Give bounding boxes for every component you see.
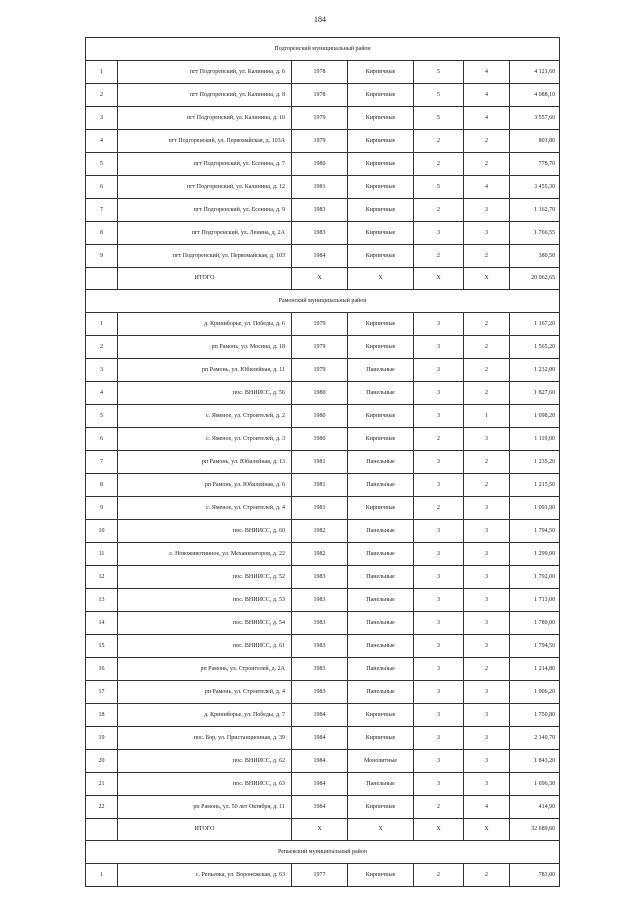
table-row bbox=[86, 130, 560, 153]
entrances-cell: 3 bbox=[464, 428, 510, 451]
address-cell: рп Рамонь, ул. Мосина, д. 18 bbox=[118, 336, 292, 359]
area-cell: 414,90 bbox=[510, 796, 560, 819]
floors-cell: 2 bbox=[414, 130, 464, 153]
wall-material-cell: Кирпичные bbox=[348, 107, 414, 130]
section-header-row bbox=[86, 290, 560, 313]
floors-cell: 3 bbox=[414, 382, 464, 405]
row-number: 8 bbox=[86, 474, 118, 497]
entrances-cell: 3 bbox=[464, 566, 510, 589]
entrances-cell: 2 bbox=[464, 382, 510, 405]
table-row bbox=[86, 199, 560, 222]
year-cell: 1984 bbox=[292, 796, 348, 819]
wall-material-cell: Панельные bbox=[348, 566, 414, 589]
floors-cell: 3 bbox=[414, 635, 464, 658]
row-number: 17 bbox=[86, 681, 118, 704]
area-cell: 1 119,00 bbox=[510, 428, 560, 451]
year-cell: 1981 bbox=[292, 176, 348, 199]
floors-cell: 3 bbox=[414, 543, 464, 566]
table-row bbox=[86, 153, 560, 176]
wall-material-cell: Кирпичные bbox=[348, 727, 414, 750]
address-cell: пгт Подгоренский, ул. Есенина, д. 9 bbox=[118, 199, 292, 222]
total-label: ИТОГО bbox=[118, 819, 292, 841]
total-label: ИТОГО bbox=[118, 268, 292, 290]
address-cell: пос. ВНИИСС, д. 63 bbox=[118, 773, 292, 796]
table-row bbox=[86, 451, 560, 474]
entrances-cell: 2 bbox=[464, 153, 510, 176]
year-cell: 1980 bbox=[292, 153, 348, 176]
wall-material-cell: Панельные bbox=[348, 635, 414, 658]
area-cell: 1 794,50 bbox=[510, 635, 560, 658]
row-number: 4 bbox=[86, 130, 118, 153]
area-cell: 1 565,20 bbox=[510, 336, 560, 359]
row-number: 19 bbox=[86, 727, 118, 750]
total-year-cell: Х bbox=[292, 268, 348, 290]
entrances-cell: 2 bbox=[464, 864, 510, 887]
address-cell: рп Рамонь, ул. Юбилейная, д. 11 bbox=[118, 359, 292, 382]
floors-cell: 3 bbox=[414, 566, 464, 589]
table-row bbox=[86, 796, 560, 819]
wall-material-cell: Панельные bbox=[348, 589, 414, 612]
row-number: 13 bbox=[86, 589, 118, 612]
total-entrances-cell: Х bbox=[464, 268, 510, 290]
entrances-cell: 1 bbox=[464, 405, 510, 428]
table-row bbox=[86, 222, 560, 245]
area-cell: 778,70 bbox=[510, 153, 560, 176]
wall-material-cell: Кирпичные bbox=[348, 61, 414, 84]
wall-material-cell: Кирпичные bbox=[348, 405, 414, 428]
floors-cell: 2 bbox=[414, 864, 464, 887]
wall-material-cell: Кирпичные bbox=[348, 336, 414, 359]
table-row bbox=[86, 405, 560, 428]
table-row bbox=[86, 428, 560, 451]
year-cell: 1982 bbox=[292, 520, 348, 543]
wall-material-cell: Кирпичные bbox=[348, 313, 414, 336]
row-number: 1 bbox=[86, 864, 118, 887]
area-cell: 1 696,30 bbox=[510, 773, 560, 796]
floors-cell: 3 bbox=[414, 405, 464, 428]
wall-material-cell: Кирпичные bbox=[348, 864, 414, 887]
year-cell: 1980 bbox=[292, 405, 348, 428]
section-title: Репьевский муниципальный район bbox=[86, 841, 560, 864]
wall-material-cell: Панельные bbox=[348, 451, 414, 474]
entrances-cell: 3 bbox=[464, 543, 510, 566]
wall-material-cell: Панельные bbox=[348, 382, 414, 405]
area-cell: 1 766,55 bbox=[510, 222, 560, 245]
area-cell: 1 232,00 bbox=[510, 359, 560, 382]
row-number: 14 bbox=[86, 612, 118, 635]
row-number: 5 bbox=[86, 153, 118, 176]
wall-material-cell: Кирпичные bbox=[348, 428, 414, 451]
row-number: 1 bbox=[86, 313, 118, 336]
floors-cell: 3 bbox=[414, 336, 464, 359]
entrances-cell: 3 bbox=[464, 635, 510, 658]
year-cell: 1983 bbox=[292, 635, 348, 658]
year-cell: 1983 bbox=[292, 612, 348, 635]
address-cell: пос. ВНИИСС, д. 60 bbox=[118, 520, 292, 543]
table-row bbox=[86, 773, 560, 796]
row-number: 16 bbox=[86, 658, 118, 681]
total-year-cell: Х bbox=[292, 819, 348, 841]
address-cell: пгт Подгоренский, ул. Калинина, д. 8 bbox=[118, 84, 292, 107]
table-row bbox=[86, 520, 560, 543]
table-row bbox=[86, 704, 560, 727]
year-cell: 1979 bbox=[292, 107, 348, 130]
total-area-cell: 32 689,60 bbox=[510, 819, 560, 841]
row-number: 5 bbox=[86, 405, 118, 428]
wall-material-cell: Панельные bbox=[348, 474, 414, 497]
floors-cell: 3 bbox=[414, 704, 464, 727]
area-cell: 801,80 bbox=[510, 130, 560, 153]
entrances-cell: 3 bbox=[464, 222, 510, 245]
entrances-cell: 3 bbox=[464, 750, 510, 773]
entrances-cell: 2 bbox=[464, 474, 510, 497]
area-cell: 1 162,70 bbox=[510, 199, 560, 222]
area-cell: 1 906,20 bbox=[510, 681, 560, 704]
table-row bbox=[86, 566, 560, 589]
total-floors-cell: Х bbox=[414, 268, 464, 290]
year-cell: 1980 bbox=[292, 428, 348, 451]
wall-material-cell: Панельные bbox=[348, 658, 414, 681]
year-cell: 1981 bbox=[292, 451, 348, 474]
area-cell: 1 299,00 bbox=[510, 543, 560, 566]
year-cell: 1983 bbox=[292, 658, 348, 681]
year-cell: 1981 bbox=[292, 474, 348, 497]
section-header-row bbox=[86, 38, 560, 61]
year-cell: 1984 bbox=[292, 245, 348, 268]
entrances-cell: 3 bbox=[464, 520, 510, 543]
address-cell: пгт Подгоренский, ул. Есенина, д. 7 bbox=[118, 153, 292, 176]
floors-cell: 5 bbox=[414, 84, 464, 107]
area-cell: 1 214,80 bbox=[510, 658, 560, 681]
entrances-cell: 2 bbox=[464, 313, 510, 336]
table-row bbox=[86, 612, 560, 635]
year-cell: 1984 bbox=[292, 704, 348, 727]
entrances-cell: 3 bbox=[464, 612, 510, 635]
year-cell: 1983 bbox=[292, 589, 348, 612]
year-cell: 1979 bbox=[292, 130, 348, 153]
row-number: 8 bbox=[86, 222, 118, 245]
total-row bbox=[86, 819, 560, 841]
wall-material-cell: Кирпичные bbox=[348, 176, 414, 199]
year-cell: 1978 bbox=[292, 84, 348, 107]
address-cell: пгт Подгоренский, ул. Первомайская, д. 103 bbox=[118, 245, 292, 268]
address-cell: пос. Бор, ул. Пристанционная, д. 39 bbox=[118, 727, 292, 750]
wall-material-cell: Кирпичные bbox=[348, 704, 414, 727]
row-number: 7 bbox=[86, 451, 118, 474]
row-number: 7 bbox=[86, 199, 118, 222]
entrances-cell: 3 bbox=[464, 681, 510, 704]
entrances-cell: 3 bbox=[464, 589, 510, 612]
row-number: 9 bbox=[86, 497, 118, 520]
area-cell: 1 792,00 bbox=[510, 566, 560, 589]
table-row bbox=[86, 61, 560, 84]
address-cell: пгт Подгоренский, ул. Калинина, д. 6 bbox=[118, 61, 292, 84]
year-cell: 1980 bbox=[292, 382, 348, 405]
row-number: 10 bbox=[86, 520, 118, 543]
year-cell: 1979 bbox=[292, 359, 348, 382]
row-number: 3 bbox=[86, 359, 118, 382]
floors-cell: 3 bbox=[414, 589, 464, 612]
floors-cell: 3 bbox=[414, 658, 464, 681]
address-cell: рп Рамонь, ул. Юбилейная, д. 13 bbox=[118, 451, 292, 474]
row-number: 3 bbox=[86, 107, 118, 130]
area-cell: 1 827,60 bbox=[510, 382, 560, 405]
table-row bbox=[86, 382, 560, 405]
row-number: 6 bbox=[86, 428, 118, 451]
row-number: 4 bbox=[86, 382, 118, 405]
year-cell: 1981 bbox=[292, 497, 348, 520]
address-cell: пгт Подгоренский, ул. Калинина, д. 10 bbox=[118, 107, 292, 130]
floors-cell: 5 bbox=[414, 176, 464, 199]
year-cell: 1982 bbox=[292, 543, 348, 566]
table-row bbox=[86, 497, 560, 520]
area-cell: 1 091,90 bbox=[510, 497, 560, 520]
entrances-cell: 2 bbox=[464, 658, 510, 681]
address-cell: д. Криниборье, ул. Победы, д. 6 bbox=[118, 313, 292, 336]
table-row bbox=[86, 313, 560, 336]
section-header-row bbox=[86, 841, 560, 864]
housing-registry-table bbox=[85, 37, 560, 887]
section-title: Рамонский муниципальный район bbox=[86, 290, 560, 313]
page-number: 184 bbox=[314, 15, 326, 24]
floors-cell: 3 bbox=[414, 222, 464, 245]
year-cell: 1984 bbox=[292, 727, 348, 750]
total-floors-cell: Х bbox=[414, 819, 464, 841]
wall-material-cell: Панельные bbox=[348, 773, 414, 796]
area-cell: 1 098,20 bbox=[510, 405, 560, 428]
area-cell: 783,00 bbox=[510, 864, 560, 887]
area-cell: 1 794,50 bbox=[510, 520, 560, 543]
table-row bbox=[86, 589, 560, 612]
wall-material-cell: Кирпичные bbox=[348, 130, 414, 153]
row-number: 6 bbox=[86, 176, 118, 199]
entrances-cell: 4 bbox=[464, 176, 510, 199]
address-cell: пос. ВНИИСС, д. 56 bbox=[118, 382, 292, 405]
floors-cell: 3 bbox=[414, 750, 464, 773]
total-blank-cell bbox=[86, 819, 118, 841]
wall-material-cell: Панельные bbox=[348, 681, 414, 704]
floors-cell: 2 bbox=[414, 796, 464, 819]
address-cell: д. Криниборье, ул. Победы, д. 7 bbox=[118, 704, 292, 727]
year-cell: 1983 bbox=[292, 681, 348, 704]
row-number: 20 bbox=[86, 750, 118, 773]
table-row bbox=[86, 336, 560, 359]
address-cell: пос. ВНИИСС, д. 61 bbox=[118, 635, 292, 658]
wall-material-cell: Кирпичные bbox=[348, 796, 414, 819]
table-row bbox=[86, 359, 560, 382]
address-cell: с. Яменое, ул. Строителей, д. 4 bbox=[118, 497, 292, 520]
wall-material-cell: Кирпичные bbox=[348, 153, 414, 176]
year-cell: 1978 bbox=[292, 61, 348, 84]
row-number: 1 bbox=[86, 61, 118, 84]
floors-cell: 3 bbox=[414, 313, 464, 336]
table-row bbox=[86, 727, 560, 750]
entrances-cell: 2 bbox=[464, 359, 510, 382]
table-row bbox=[86, 543, 560, 566]
table-row bbox=[86, 245, 560, 268]
entrances-cell: 4 bbox=[464, 84, 510, 107]
year-cell: 1984 bbox=[292, 750, 348, 773]
wall-material-cell: Кирпичные bbox=[348, 497, 414, 520]
address-cell: пгт Подгоренский, ул. Калинина, д. 12 bbox=[118, 176, 292, 199]
area-cell: 1 713,00 bbox=[510, 589, 560, 612]
area-cell: 4 121,60 bbox=[510, 61, 560, 84]
floors-cell: 2 bbox=[414, 199, 464, 222]
floors-cell: 2 bbox=[414, 245, 464, 268]
wall-material-cell: Кирпичные bbox=[348, 245, 414, 268]
table-row bbox=[86, 864, 560, 887]
area-cell: 1 215,50 bbox=[510, 474, 560, 497]
entrances-cell: 2 bbox=[464, 451, 510, 474]
address-cell: пос. ВНИИСС, д. 53 bbox=[118, 589, 292, 612]
total-blank-cell bbox=[86, 268, 118, 290]
year-cell: 1984 bbox=[292, 773, 348, 796]
total-entrances-cell: Х bbox=[464, 819, 510, 841]
address-cell: рп Рамонь, ул. Строителей, д. 4 bbox=[118, 681, 292, 704]
wall-material-cell: Кирпичные bbox=[348, 222, 414, 245]
floors-cell: 3 bbox=[414, 773, 464, 796]
year-cell: 1979 bbox=[292, 313, 348, 336]
entrances-cell: 3 bbox=[464, 199, 510, 222]
row-number: 12 bbox=[86, 566, 118, 589]
entrances-cell: 4 bbox=[464, 61, 510, 84]
table-row bbox=[86, 176, 560, 199]
address-cell: рп Рамонь, ул. Строителей, д. 2А bbox=[118, 658, 292, 681]
table-row bbox=[86, 635, 560, 658]
row-number: 2 bbox=[86, 336, 118, 359]
address-cell: рп Рамонь, ул. 50 лет Октября, д. 11 bbox=[118, 796, 292, 819]
address-cell: с. Яменое, ул. Строителей, д. 3 bbox=[118, 428, 292, 451]
floors-cell: 3 bbox=[414, 727, 464, 750]
wall-material-cell: Панельные bbox=[348, 543, 414, 566]
year-cell: 1983 bbox=[292, 566, 348, 589]
floors-cell: 3 bbox=[414, 612, 464, 635]
area-cell: 4 088,10 bbox=[510, 84, 560, 107]
address-cell: пос. ВНИИСС, д. 52 bbox=[118, 566, 292, 589]
row-number: 21 bbox=[86, 773, 118, 796]
address-cell: пгт Подгоренский, ул. Ленина, д. 2А bbox=[118, 222, 292, 245]
address-cell: пгт Подгоренский, ул. Первомайская, д. 103А bbox=[118, 130, 292, 153]
table-row bbox=[86, 107, 560, 130]
floors-cell: 3 bbox=[414, 451, 464, 474]
area-cell: 3 557,60 bbox=[510, 107, 560, 130]
address-cell: с. Репьевка, ул. Воронежская, д. 63 bbox=[118, 864, 292, 887]
entrances-cell: 2 bbox=[464, 336, 510, 359]
total-material-cell: Х bbox=[348, 268, 414, 290]
entrances-cell: 3 bbox=[464, 727, 510, 750]
table-row bbox=[86, 750, 560, 773]
floors-cell: 3 bbox=[414, 474, 464, 497]
address-cell: пос. ВНИИСС, д. 62 bbox=[118, 750, 292, 773]
entrances-cell: 3 bbox=[464, 497, 510, 520]
row-number: 2 bbox=[86, 84, 118, 107]
table-row bbox=[86, 84, 560, 107]
wall-material-cell: Кирпичные bbox=[348, 199, 414, 222]
area-cell: 2 140,70 bbox=[510, 727, 560, 750]
floors-cell: 2 bbox=[414, 497, 464, 520]
address-cell: пос. ВНИИСС, д. 54 bbox=[118, 612, 292, 635]
entrances-cell: 2 bbox=[464, 245, 510, 268]
wall-material-cell: Монолитные bbox=[348, 750, 414, 773]
wall-material-cell: Панельные bbox=[348, 359, 414, 382]
floors-cell: 3 bbox=[414, 359, 464, 382]
floors-cell: 5 bbox=[414, 61, 464, 84]
entrances-cell: 4 bbox=[464, 107, 510, 130]
floors-cell: 5 bbox=[414, 107, 464, 130]
area-cell: 1 750,80 bbox=[510, 704, 560, 727]
row-number: 9 bbox=[86, 245, 118, 268]
year-cell: 1979 bbox=[292, 336, 348, 359]
row-number: 22 bbox=[86, 796, 118, 819]
area-cell: 3 455,30 bbox=[510, 176, 560, 199]
total-area-cell: 20 062,65 bbox=[510, 268, 560, 290]
area-cell: 380,50 bbox=[510, 245, 560, 268]
floors-cell: 3 bbox=[414, 681, 464, 704]
table-row bbox=[86, 474, 560, 497]
wall-material-cell: Панельные bbox=[348, 612, 414, 635]
floors-cell: 2 bbox=[414, 428, 464, 451]
floors-cell: 2 bbox=[414, 153, 464, 176]
row-number: 15 bbox=[86, 635, 118, 658]
wall-material-cell: Кирпичные bbox=[348, 84, 414, 107]
row-number: 11 bbox=[86, 543, 118, 566]
total-material-cell: Х bbox=[348, 819, 414, 841]
entrances-cell: 3 bbox=[464, 773, 510, 796]
address-cell: с. Новоживотинное, ул. Механизаторов, д. 22 bbox=[118, 543, 292, 566]
area-cell: 1 789,00 bbox=[510, 612, 560, 635]
entrances-cell: 2 bbox=[464, 130, 510, 153]
area-cell: 1 843,20 bbox=[510, 750, 560, 773]
entrances-cell: 4 bbox=[464, 796, 510, 819]
total-row bbox=[86, 268, 560, 290]
table-row bbox=[86, 681, 560, 704]
wall-material-cell: Панельные bbox=[348, 520, 414, 543]
year-cell: 1983 bbox=[292, 222, 348, 245]
year-cell: 1983 bbox=[292, 199, 348, 222]
address-cell: с. Яменое, ул. Строителей, д. 2 bbox=[118, 405, 292, 428]
table-row bbox=[86, 658, 560, 681]
section-title: Подгоренский муниципальный район bbox=[86, 38, 560, 61]
entrances-cell: 3 bbox=[464, 704, 510, 727]
year-cell: 1977 bbox=[292, 864, 348, 887]
row-number: 18 bbox=[86, 704, 118, 727]
floors-cell: 3 bbox=[414, 520, 464, 543]
area-cell: 1 235,20 bbox=[510, 451, 560, 474]
address-cell: рп Рамонь, ул. Юбилейная, д. 6 bbox=[118, 474, 292, 497]
area-cell: 1 167,20 bbox=[510, 313, 560, 336]
